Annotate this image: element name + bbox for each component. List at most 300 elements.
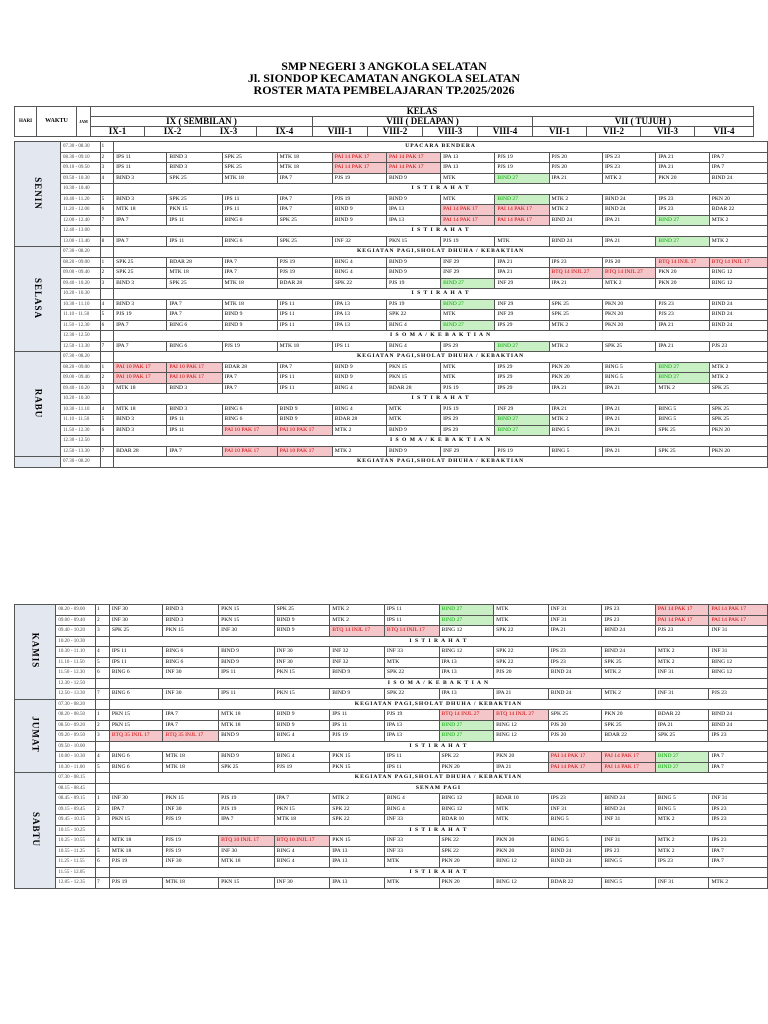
school-name: SMP NEGERI 3 ANGKOLA SELATAN [281,59,487,73]
subject-cell: PKN 15 [330,762,385,773]
subject-cell: BING 4 [384,804,439,815]
activity-row: KEGIATAN PAGI,SHOLAT DHUHA / KEBAKTIAN [114,457,768,468]
schedule-row [15,689,768,700]
schedule-row [15,173,768,184]
subject-cell: IPA 7 [167,310,222,321]
subject-cell: MTK 2 [330,615,385,626]
day-label: JUMAT [15,699,56,773]
subject-cell: MTK 18 [222,278,277,289]
subject-cell: IPS 11 [109,657,163,668]
subject-cell: INF 31 [655,668,709,679]
subject-cell: BIND 24 [549,236,602,247]
subject-cell: PAI 14 PAK 17 [386,152,440,163]
time-cell: 09.40 - 10.20 [56,626,96,637]
subject-cell: BING 6 [167,341,222,352]
subject-cell: PKN 15 [274,668,330,679]
schedule-row [15,773,768,784]
subject-cell: BTQ 14 INJL 17 [330,626,385,637]
subject-cell: MTK 2 [655,836,709,847]
subject-cell: PKN 15 [274,689,330,700]
subject-cell: IPS 23 [656,205,709,216]
subject-cell: PJS 19 [495,163,549,174]
class-ix-3: IX-3 [201,127,257,137]
subject-cell: PAI 14 PAK 17 [602,752,656,763]
period-number: 1 [96,794,110,805]
schedule-row [15,846,768,857]
subject-cell: BING 6 [163,657,219,668]
subject-cell: BIND 24 [549,215,602,226]
subject-cell: BDAR 28 [332,415,386,426]
subject-cell: PJS 19 [219,804,275,815]
period-number [96,678,110,689]
subject-cell: BIND 27 [495,194,549,205]
subject-cell: MTK [441,362,495,373]
subject-cell: IPS 11 [277,299,332,310]
subject-cell: IPA 7 [114,320,167,331]
subject-cell: PKN 20 [439,857,494,868]
subject-cell: BIND 24 [709,710,768,721]
subject-cell: IPA 21 [602,425,655,436]
subject-cell: SPK 25 [277,236,332,247]
subject-cell: MTK 2 [602,689,656,700]
time-cell: 08.20 - 09.00 [61,257,101,268]
subject-cell: MTK 18 [277,341,332,352]
subject-cell: IPS 29 [441,425,495,436]
class-viii-1: VIII-1 [313,127,368,137]
subject-cell: IPS 23 [548,657,602,668]
subject-cell: SPK 22 [439,846,494,857]
subject-cell: SPK 22 [439,836,494,847]
subject-cell: INF 29 [441,268,495,279]
subject-cell: BIND 9 [386,446,440,457]
subject-cell: IPS 29 [495,320,549,331]
subject-cell: IPA 13 [332,320,386,331]
subject-cell: BIND 9 [386,173,440,184]
subject-cell: INF 29 [441,446,495,457]
subject-cell: PJS 20 [548,731,602,742]
subject-cell: PJS 19 [163,846,219,857]
subject-cell: BTQ 35 INJL 17 [109,731,163,742]
subject-cell: BIND 24 [548,689,602,700]
subject-cell: SPK 22 [494,647,549,658]
schedule-row [15,341,768,352]
subject-cell: IPS 11 [277,373,332,384]
subject-cell: PKN 20 [656,173,709,184]
period-number: 6 [100,205,114,216]
subject-cell: IPS 11 [222,194,277,205]
subject-cell: IPS 23 [602,846,656,857]
subject-cell: INF 30 [163,668,219,679]
subject-cell: PKN 15 [386,362,440,373]
schedule-row [15,783,768,794]
subject-cell: IPA 13 [330,846,385,857]
class-viii-4: VIII-4 [478,127,533,137]
subject-cell: PAI 10 PAK 17 [277,446,332,457]
subject-cell: IPS 29 [495,362,549,373]
subject-cell: BIND 9 [332,205,386,216]
subject-cell: BING 12 [709,268,767,279]
schedule-row [15,289,768,300]
subject-cell: PJS 19 [277,268,332,279]
subject-cell: IPA 13 [332,310,386,321]
schedule-row [15,152,768,163]
subject-cell: MTK 2 [656,383,709,394]
subject-cell: BING 6 [109,752,163,763]
subject-cell: PKN 20 [439,762,494,773]
table-header [14,106,754,137]
subject-cell: PJS 19 [114,310,167,321]
subject-cell: BING 6 [167,320,222,331]
subject-cell: IPA 21 [602,383,655,394]
subject-cell: IPA 7 [277,173,332,184]
subject-cell: PJS 19 [384,710,439,721]
subject-cell: PKN 15 [109,710,163,721]
day-label [15,457,61,468]
subject-cell: MTK 2 [602,278,655,289]
subject-cell: BING 4 [274,731,330,742]
subject-cell: BING 12 [494,857,549,868]
subject-cell: BIND 27 [655,752,709,763]
subject-cell: PJS 19 [386,278,440,289]
period-number: 1 [96,605,110,616]
subject-cell: MTK [441,173,495,184]
day-label: SENIN [15,142,61,247]
subject-cell: IPA 21 [549,404,602,415]
subject-cell: IPS 11 [332,341,386,352]
group-vii: VII ( TUJUH ) [533,117,754,127]
period-number: 5 [96,657,110,668]
subject-cell: MTK 2 [709,373,767,384]
subject-cell: IPA 21 [656,163,709,174]
time-cell: 11.10 - 11.50 [56,657,96,668]
subject-cell: BING 12 [494,878,549,889]
time-cell: 09.15 - 09.45 [56,804,96,815]
subject-cell: SPK 25 [709,415,767,426]
subject-cell: BING 5 [602,857,656,868]
schedule-row [15,615,768,626]
schedule-row [15,626,768,637]
period-number: 6 [100,320,114,331]
time-cell: 08.20 - 09.00 [61,362,101,373]
schedule-row [15,404,768,415]
subject-cell: BING 5 [656,404,709,415]
subject-cell: BIND 9 [219,657,275,668]
time-cell: 11.25 - 11.55 [56,857,96,868]
subject-cell: SPK 25 [277,215,332,226]
subject-cell: MTK 18 [219,857,275,868]
subject-cell: INF 31 [655,878,709,889]
subject-cell: BIND 27 [495,425,549,436]
subject-cell: BIND 9 [386,268,440,279]
subject-cell: BIND 9 [330,668,385,679]
time-cell: 09.40 - 10.20 [61,278,101,289]
subject-cell: IPS 29 [441,341,495,352]
subject-cell: PJS 19 [441,404,495,415]
time-cell: 07.30 - 08.30 [61,142,101,153]
subject-cell: BIND 3 [114,299,167,310]
schedule-row [15,362,768,373]
subject-cell: INF 29 [441,257,495,268]
subject-cell: IPS 23 [549,257,602,268]
schedule-row [15,804,768,815]
schedule-row [15,247,768,258]
subject-cell: SPK 25 [602,720,656,731]
subject-cell: MTK 2 [655,657,709,668]
subject-cell: PAI 14 PAK 17 [548,762,602,773]
subject-cell: PJS 20 [494,668,549,679]
period-number: 4 [100,404,114,415]
subject-cell: SPK 22 [384,689,439,700]
schedule-row [15,436,768,447]
subject-cell: PAI 14 PAK 17 [386,163,440,174]
subject-cell: IPA 13 [439,668,494,679]
subject-cell: MTK 18 [163,762,219,773]
schedule-row [15,236,768,247]
waktu-header: WAKTU [37,107,77,137]
period-number [100,457,114,468]
subject-cell: IPA 13 [384,731,439,742]
subject-cell: BDAR 22 [548,878,602,889]
subject-cell: BING 6 [222,236,277,247]
period-number [96,867,110,878]
schedule-row [15,857,768,868]
subject-cell: MTK [384,857,439,868]
period-number [100,436,114,447]
subject-cell: PJS 19 [219,794,275,805]
subject-cell: SPK 25 [114,257,167,268]
subject-cell: BIND 24 [709,299,767,310]
subject-cell: PJS 19 [441,236,495,247]
subject-cell: BTQ 10 INJL 17 [219,836,275,847]
time-cell: 08.20 - 08.50 [56,710,96,721]
subject-cell: IPS 29 [495,373,549,384]
subject-cell: PAI 10 PAK 17 [222,446,277,457]
subject-cell: PAI 10 PAK 17 [167,373,222,384]
subject-cell: BIND 9 [219,647,275,658]
time-cell: 11.50 - 12.30 [56,668,96,679]
subject-cell: IPA 7 [277,362,332,373]
subject-cell: SPK 25 [549,310,602,321]
schedule-row [15,699,768,710]
period-number: 4 [96,752,110,763]
subject-cell: IPA 13 [332,299,386,310]
period-number [100,331,114,342]
subject-cell: BING 12 [439,626,494,637]
subject-cell: BIND 3 [167,404,222,415]
day-label: SABTU [15,773,56,889]
time-cell: 10.00 - 10.30 [56,752,96,763]
schedule-row [15,636,768,647]
subject-cell: INF 30 [274,657,330,668]
subject-cell: PKN 15 [219,605,275,616]
subject-cell: PAI 14 PAK 17 [602,762,656,773]
period-number: 3 [100,278,114,289]
subject-cell: IPS 11 [384,615,439,626]
period-number: 2 [100,268,114,279]
subject-cell: INF 32 [330,657,385,668]
subject-cell: IPS 11 [277,383,332,394]
time-cell: 12.50 - 13.30 [56,689,96,700]
schedule-row [15,226,768,237]
subject-cell: INF 30 [109,794,163,805]
subject-cell: MTK 18 [274,815,330,826]
schedule-row [15,668,768,679]
period-number: 3 [96,815,110,826]
subject-cell: BIND 9 [219,731,275,742]
period-number: 1 [100,142,114,153]
time-cell: 10.20 - 10.30 [56,636,96,647]
subject-cell: IPA 13 [386,215,440,226]
subject-cell: MTK 18 [109,836,163,847]
subject-cell: INF 30 [109,605,163,616]
time-cell: 11.55 - 12.05 [56,867,96,878]
subject-cell: PAI 14 PAK 17 [709,615,768,626]
subject-cell: BIND 9 [277,415,332,426]
subject-cell: INF 29 [495,278,549,289]
subject-cell: MTK 2 [709,362,767,373]
period-number: 3 [96,731,110,742]
subject-cell: INF 31 [602,836,656,847]
subject-cell: PJS 19 [163,836,219,847]
time-cell: 09.40 - 10.20 [61,383,101,394]
subject-cell: IPA 21 [602,215,655,226]
subject-cell: BING 6 [109,689,163,700]
subject-cell: IPA 21 [548,626,602,637]
subject-cell: IPS 23 [602,163,655,174]
subject-cell: IPS 11 [109,647,163,658]
subject-cell: MTK 2 [655,815,709,826]
subject-cell: BING 4 [386,320,440,331]
schedule-row [15,815,768,826]
subject-cell: INF 30 [109,615,163,626]
subject-cell: BIND 24 [602,205,655,216]
subject-cell: PKN 15 [163,794,219,805]
subject-cell: SPK 25 [602,341,655,352]
subject-cell: IPA 7 [709,152,767,163]
subject-cell: BIND 9 [274,720,330,731]
subject-cell: BING 4 [332,257,386,268]
subject-cell: BING 12 [439,804,494,815]
subject-cell: BING 6 [109,762,163,773]
subject-cell: IPA 21 [655,720,709,731]
subject-cell: PKN 20 [709,194,767,205]
subject-cell: BING 6 [222,415,277,426]
subject-cell: PAI 14 PAK 17 [441,205,495,216]
period-number: 2 [96,720,110,731]
schedule-row [15,762,768,773]
subject-cell: IPA 13 [441,163,495,174]
subject-cell: MTK 2 [549,341,602,352]
subject-cell: PJS 20 [602,257,655,268]
subject-cell: MTK 18 [114,205,167,216]
subject-cell: SPK 25 [114,268,167,279]
subject-cell: IPS 11 [167,425,222,436]
subject-cell: MTK 2 [602,668,656,679]
subject-cell: PKN 20 [709,425,767,436]
subject-cell: BIND 27 [441,278,495,289]
subject-cell: PJS 20 [548,720,602,731]
subject-cell: PAI 14 PAK 17 [332,152,386,163]
subject-cell: MTK [495,236,549,247]
subject-cell: PKN 20 [494,836,549,847]
subject-cell: SPK 25 [656,446,709,457]
subject-cell: PKN 20 [709,446,767,457]
subject-cell: PAI 14 PAK 17 [655,615,709,626]
subject-cell: BIND 9 [274,710,330,721]
subject-cell: BING 4 [274,846,330,857]
subject-cell: IPS 23 [602,152,655,163]
subject-cell: IPA 7 [277,194,332,205]
activity-row: I S T I R A H A T [109,867,767,878]
time-cell: 10.30 - 11.00 [56,762,96,773]
subject-cell: PJS 19 [332,194,386,205]
subject-cell: BIND 9 [332,215,386,226]
time-cell: 09.00 - 09.40 [61,268,101,279]
subject-cell: IPS 23 [709,804,768,815]
subject-cell: PJS 19 [495,446,549,457]
subject-cell: IPS 23 [655,857,709,868]
activity-row: I S T I R A H A T [109,825,767,836]
subject-cell: BIND 27 [655,762,709,773]
subject-cell: BIND 24 [602,647,656,658]
subject-cell: MTK 18 [219,720,275,731]
subject-cell: BTQ 14 INJL 27 [549,268,602,279]
subject-cell: PKN 15 [109,720,163,731]
subject-cell: SPK 25 [167,173,222,184]
subject-cell: INF 29 [495,404,549,415]
subject-cell: PKN 20 [494,846,549,857]
schedule-row [15,205,768,216]
time-cell: 10.20 - 10.30 [61,289,101,300]
subject-cell: IPA 7 [114,341,167,352]
schedule-row [15,163,768,174]
subject-cell: BDAR 22 [655,710,709,721]
activity-row: KEGIATAN PAGI,SHOLAT DHUHA / KEBAKTIAN [109,773,767,784]
school-address: Jl. SIONDOP KECAMATAN ANGKOLA SELATAN [247,71,521,85]
subject-cell: BDAR 28 [167,257,222,268]
subject-cell: IPA 21 [602,446,655,457]
subject-cell: BING 4 [386,341,440,352]
class-vii-2: VII-2 [587,127,641,137]
subject-cell: PAI 14 PAK 17 [332,163,386,174]
subject-cell: IPA 7 [274,794,330,805]
time-cell: 10.20 - 10.30 [61,394,101,405]
activity-row: KEGIATAN PAGI,SHOLAT DHUHA / KEBAKTIAN [109,699,767,710]
time-cell: 13.00 - 13.40 [61,236,101,247]
time-cell: 12.30 - 12.50 [56,678,96,689]
subject-cell: PAI 14 PAK 17 [655,605,709,616]
subject-cell: INF 30 [163,689,219,700]
subject-cell: BING 4 [384,794,439,805]
subject-cell: IPA 7 [709,857,768,868]
activity-row: I S T I R A H A T [114,394,768,405]
subject-cell: IPA 7 [709,752,768,763]
subject-cell: PKN 15 [219,878,275,889]
schedule-row [15,268,768,279]
subject-cell: BIND 3 [114,415,167,426]
period-number: 1 [100,257,114,268]
time-cell: 09.50 - 10.30 [61,173,101,184]
subject-cell: IPA 13 [439,689,494,700]
schedule-row [15,257,768,268]
subject-cell: BIND 27 [656,373,709,384]
subject-cell: MTK 2 [330,605,385,616]
subject-cell: SPK 22 [439,752,494,763]
time-cell: 10.55 - 11.25 [56,846,96,857]
subject-cell: IPA 21 [494,762,549,773]
subject-cell: BING 12 [709,668,768,679]
class-viii-2: VIII-2 [368,127,423,137]
